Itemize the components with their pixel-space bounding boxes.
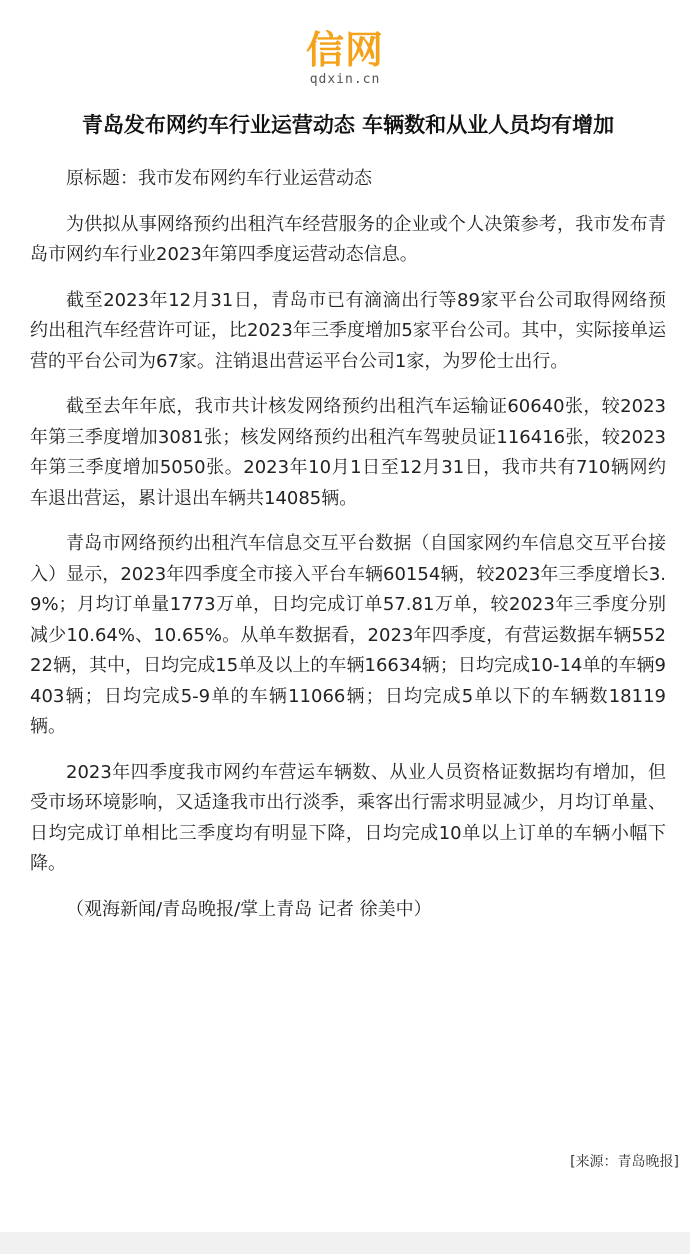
logo-domain: qdxin.cn: [309, 72, 381, 87]
article-paragraph: 截至2023年12月31日，青岛市已有滴滴出行等89家平台公司取得网络预约出租汽车经营许可证，比2023年三季度增加5家平台公司。其中，实际接单运营的平台公司为67家。注销退出营运平台公司1家，为罗伦士出行。: [30, 289, 666, 372]
article-paragraph: 青岛市网络预约出租汽车信息交互平台数据（自国家网约车信息交互平台接入）显示，2023年四季度全市接入平台车辆60154辆，较2023年三季度增长3.9%；月均订单量1773万单，日均完成订单57.81万单，较2023年三季度分别减少10.64%、10.65%。从单车数据看，2023年四季度，有营运数据车辆55222辆，其中，日均完成15单及以上的车辆16634辆；日均完成10-14单的车辆9403辆；日均完成5-9单的车辆11066辆；日均完成5单以下的车辆数18119辆。: [30, 533, 666, 737]
original-title-paragraph: 原标题：我市发布网约车行业运营动态: [66, 168, 372, 189]
article-title: 青岛发布网约车行业运营动态 车辆数和从业人员均有增加: [81, 113, 615, 137]
article: [30, 108, 666, 939]
article-paragraph: 2023年四季度我市网约车营运车辆数、从业人员资格证数据均有增加，但受市场环境影响，又适逢我市出行淡季，乘客出行需求明显减少，月均订单量、日均完成订单相比三季度均有明显下降，日均完成10单以上订单的车辆小幅下降。: [30, 761, 666, 874]
article-paragraph: 为供拟从事网络预约出租汽车经营服务的企业或个人决策参考，我市发布青岛市网约车行业2023年第四季度运营动态信息。: [30, 213, 666, 265]
footer-strip: [0, 1232, 690, 1254]
article-paragraph: 截至去年年底，我市共计核发网络预约出租汽车运输证60640张，较2023年第三季度增加3081张；核发网络预约出租汽车驾驶员证116416张，较2023年第三季度增加5050张。2023年10月1日至12月31日，我市共有710辆网约车退出营运，累计退出车辆共14085辆。: [30, 396, 666, 509]
source-label: [来源：青岛晚报]: [570, 1154, 679, 1170]
logo-mark: 信网: [305, 28, 384, 72]
reporter-credit: （观海新闻/青岛晚报/掌上青岛 记者 徐美中）: [66, 898, 432, 920]
site-logo[interactable]: [0, 28, 690, 88]
